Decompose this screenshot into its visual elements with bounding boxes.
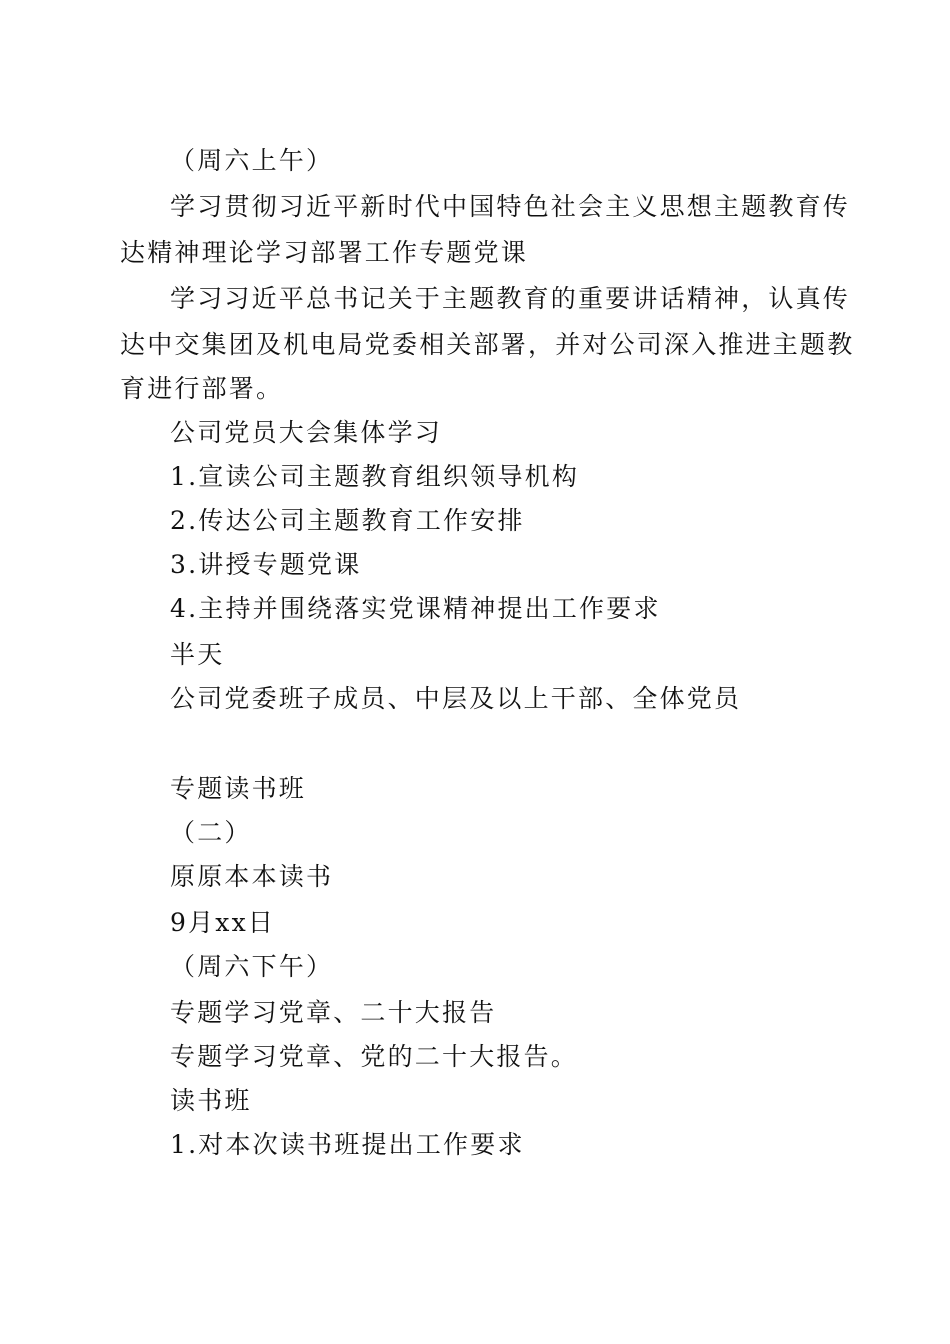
topic-content-line-1: 学习习近平总书记关于主题教育的重要讲话精神，认真传 — [170, 284, 851, 313]
section-heading: 专题读书班 — [170, 774, 307, 803]
section-subtitle: 原原本本读书 — [170, 862, 334, 891]
topic-content-line-2: 达中交集团及机电局党委相关部署，并对公司深入推进主题教 — [120, 330, 855, 359]
reading-agenda-item-1: 1.对本次读书班提出工作要求 — [170, 1130, 525, 1159]
agenda-item-4: 4.主持并围绕落实党课精神提出工作要求 — [170, 594, 661, 623]
study-format-reading: 读书班 — [170, 1086, 252, 1115]
study-format: 公司党员大会集体学习 — [170, 418, 443, 447]
topic-title-line-1: 学习贯彻习近平新时代中国特色社会主义思想主题教育传 — [170, 192, 851, 221]
topic-title-line-2: 达精神理论学习部署工作专题党课 — [120, 238, 529, 267]
study-content: 专题学习党章、党的二十大报告。 — [170, 1042, 579, 1071]
session-time-afternoon: （周六下午） — [170, 952, 334, 981]
agenda-item-3: 3.讲授专题党课 — [170, 550, 362, 579]
participants: 公司党委班子成员、中层及以上干部、全体党员 — [170, 684, 742, 713]
topic-content-line-3: 育进行部署。 — [120, 374, 284, 403]
agenda-item-2: 2.传达公司主题教育工作安排 — [170, 506, 525, 535]
section-number: （二） — [170, 818, 252, 847]
session-date: 9月xx日 — [170, 908, 276, 937]
duration: 半天 — [170, 640, 225, 669]
session-time-morning: （周六上午） — [170, 146, 334, 175]
agenda-item-1: 1.宣读公司主题教育组织领导机构 — [170, 462, 580, 491]
study-topic: 专题学习党章、二十大报告 — [170, 998, 497, 1027]
